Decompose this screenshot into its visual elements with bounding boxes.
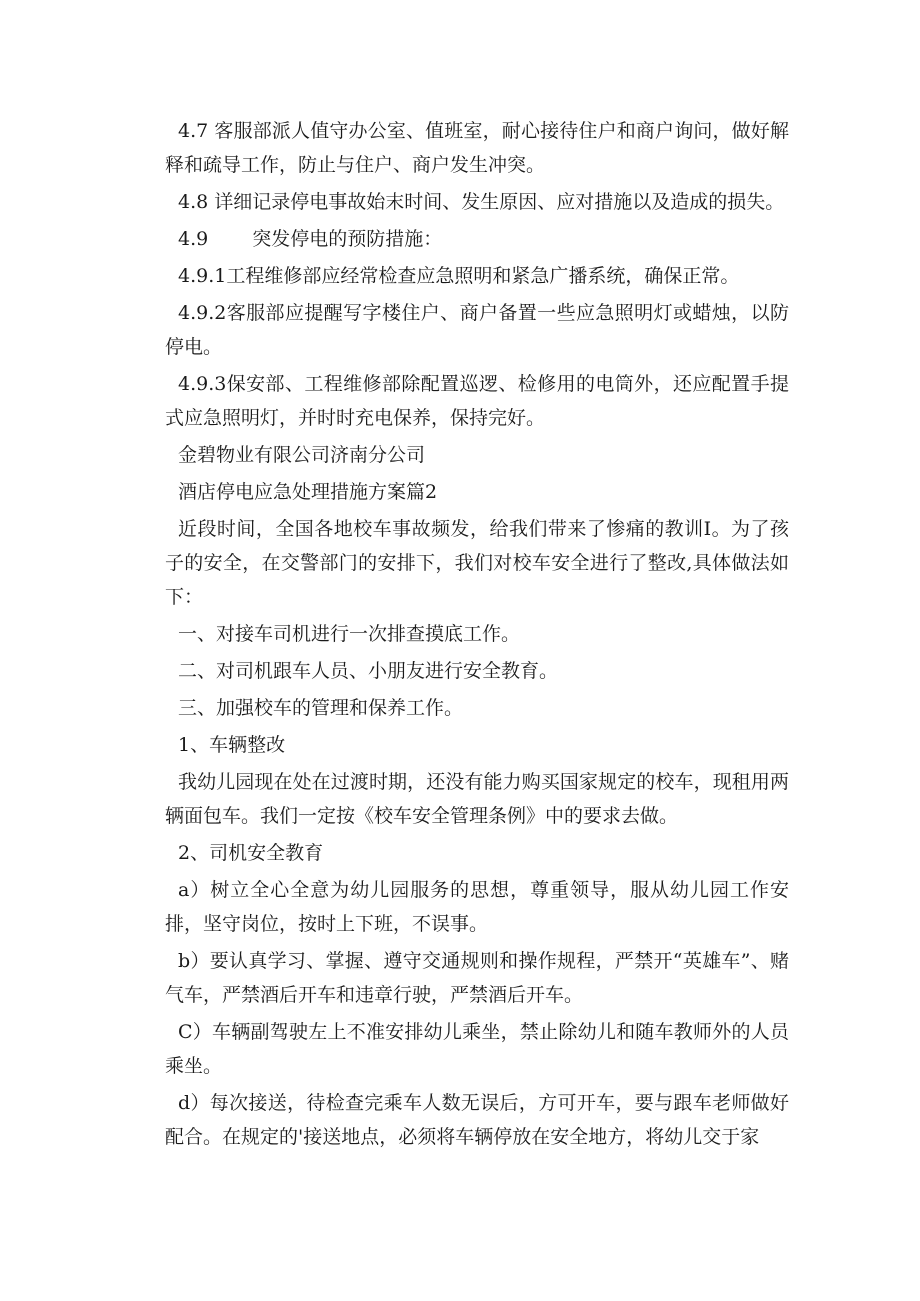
paragraph-d: d）每次接送，待检查完乘车人数无误后，方可开车，要与跟车老师做好配合。在规定的'接送地点，必须将车辆停放在安全地方，将幼儿交于家: [165, 1092, 789, 1148]
paragraph-4-7: 4.7 客服部派人值守办公室、值班室，耐心接待住户和商户询问，做好解释和疏导工作，防止与住户、商户发生冲突。: [165, 120, 789, 176]
paragraph-4-9-2: 4.9.2客服部应提醒写字楼住户、商户备置一些应急照明灯或蜡烛，以防停电。: [165, 302, 789, 358]
paragraph-a: a）树立全心全意为幼儿园服务的思想，尊重领导，服从幼儿园工作安排，坚守岗位，按时上下班，不误事。: [165, 879, 789, 935]
paragraph-4-9-1: 4.9.1工程维修部应经常检查应急照明和紧急广播系统，确保正常。: [178, 265, 740, 287]
paragraph-4-9-3: 4.9.3保安部、工程维修部除配置巡逻、检修用的电筒外，还应配置手提式应急照明灯，并时时充电保养，保持完好。: [165, 373, 789, 429]
subheading-vehicle: 1、车辆整改: [178, 734, 286, 756]
list-item-1: 一、对接车司机进行一次排查摸底工作。: [178, 623, 521, 645]
paragraph-b: b）要认真学习、掌握、遵守交通规则和操作规程，严禁开“英雄车”、赌气车，严禁酒后开车和违章行驶，严禁酒后开车。: [165, 950, 789, 1006]
list-item-2: 二、对司机跟车人员、小朋友进行安全教育。: [178, 660, 559, 682]
paragraph-c: C）车辆副驾驶左上不准安排幼儿乘坐，禁止除幼儿和随车教师外的人员乘坐。: [165, 1021, 789, 1077]
heading-4-9-number: 4.9: [178, 228, 209, 250]
section-title: 酒店停电应急处理措施方案篇2: [178, 481, 438, 503]
paragraph-intro: 近段时间，全国各地校车事故频发，给我们带来了惨痛的教训I。为了孩子的安全，在交警部门的安排下，我们对校车安全进行了整改,具体做法如下：: [165, 518, 789, 608]
paragraph-vehicle: 我幼儿园现在处在过渡时期，还没有能力购买国家规定的校车，现租用两辆面包车。我们一定按《校车安全管理条例》中的要求去做。: [165, 771, 789, 827]
subheading-driver-education: 2、司机安全教育: [178, 842, 324, 864]
paragraph-4-8: 4.8 详细记录停电事故始末时间、发生原因、应对措施以及造成的损失。: [178, 191, 785, 213]
heading-4-9: [165, 222, 789, 256]
document-body: [165, 114, 789, 1157]
list-item-3: 三、加强校车的管理和保养工作。: [178, 697, 464, 719]
company-signature: 金碧物业有限公司济南分公司: [178, 444, 426, 466]
heading-4-9-title: 突发停电的预防措施：: [252, 228, 443, 250]
